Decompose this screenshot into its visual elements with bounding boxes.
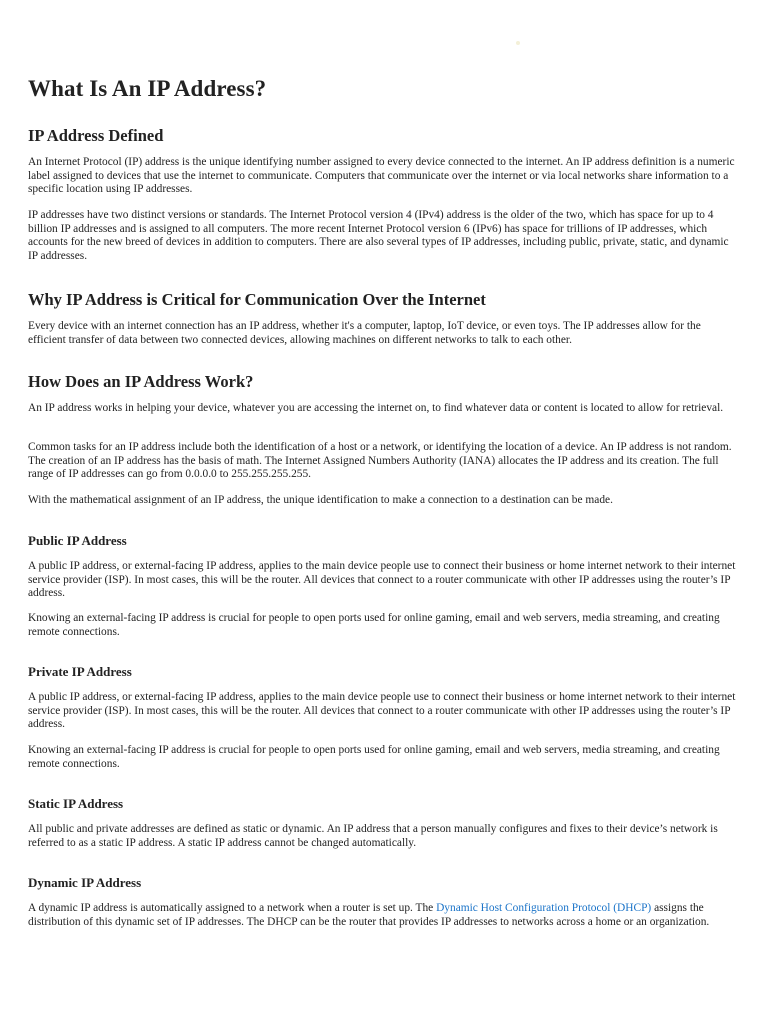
paragraph-defined-1: An Internet Protocol (IP) address is the unique identifying number assigned to every device connected to the internet. An IP address definition is a numeric label assigned to devices that use the internet to communicate. Computers that communicate over the internet or via local networks share information to a specific location using IP addresses. (28, 156, 735, 196)
dhcp-link[interactable]: Dynamic Host Configuration Protocol (DHCP) (436, 902, 652, 914)
heading-static-ip: Static IP Address (28, 796, 124, 811)
paragraph-how-3: With the mathematical assignment of an IP address, the unique identification to make a connection to a destination can be made. (28, 494, 613, 506)
paragraph-dynamic-1 (28, 902, 740, 929)
dynamic-text-after: assigns the distribution of this dynamic set of IP addresses. The DHCP can be the router that provides IP addresses to networks across a home or an organization. (28, 902, 710, 928)
paragraph-private-1: A public IP address, or external-facing IP address, applies to the main device people use to connect their business or home internet network to their internet service provider (ISP). In most cases, this will be the router. All devices that connect to a router communicate with other IP addresses using the router’s IP address. (28, 691, 736, 731)
heading-critical-communication: Why IP Address is Critical for Communication Over the Internet (28, 290, 486, 309)
page-title: What Is An IP Address? (28, 76, 267, 101)
heading-dynamic-ip: Dynamic IP Address (28, 875, 142, 890)
heading-how-it-works: How Does an IP Address Work? (28, 372, 254, 391)
paragraph-private-2: Knowing an external-facing IP address is crucial for people to open ports used for online gaming, email and web servers, media streaming, and creating remote connections. (28, 744, 720, 770)
paragraph-defined-2: IP addresses have two distinct versions or standards. The Internet Protocol version 4 (IPv4) address is the older of the two, which has space for up to 4 billion IP addresses and is assigned to all computers. The more recent Internet Protocol version 6 (IPv6) has space for trillions of IP addresses, which accounts for the new breed of devices in addition to computers. There are also several types of IP addresses, including public, private, static, and dynamic IP addresses. (28, 209, 729, 262)
paragraph-critical-1: Every device with an internet connection has an IP address, whether it's a computer, laptop, IoT device, or even toys. The IP addresses allow for the efficient transfer of data between two connected devices, allowing machines on different networks to talk to each other. (28, 320, 701, 346)
heading-ip-address-defined: IP Address Defined (28, 126, 164, 145)
heading-public-ip: Public IP Address (28, 533, 127, 548)
paragraph-how-1: An IP address works in helping your device, whatever you are accessing the internet on, to find whatever data or content is located to allow for retrieval. (28, 402, 724, 414)
dynamic-text-before: A dynamic IP address is automatically assigned to a network when a router is set up. The (28, 902, 437, 914)
paragraph-public-2: Knowing an external-facing IP address is crucial for people to open ports used for online gaming, email and web servers, media streaming, and creating remote connections. (28, 612, 720, 638)
paragraph-static-1: All public and private addresses are defined as static or dynamic. An IP address that a person manually configures and fixes to their device’s network is referred to as a static IP address. A static IP address cannot be changed automatically. (28, 823, 718, 849)
heading-private-ip: Private IP Address (28, 664, 132, 679)
paragraph-how-2: Common tasks for an IP address include both the identification of a host or a network, or identifying the location of a device. An IP address is not random. The creation of an IP address has the basis of math. The Internet Assigned Numbers Authority (IANA) allocates the IP address and its creation. The full range of IP addresses can go from 0.0.0.0 to 255.255.255.255. (28, 441, 732, 481)
paragraph-public-1: A public IP address, or external-facing IP address, applies to the main device people use to connect their business or home internet network to their internet service provider (ISP). In most cases, this will be the router. All devices that connect to a router communicate with other IP addresses using the router’s IP address. (28, 560, 736, 600)
decorative-dot (516, 41, 520, 45)
